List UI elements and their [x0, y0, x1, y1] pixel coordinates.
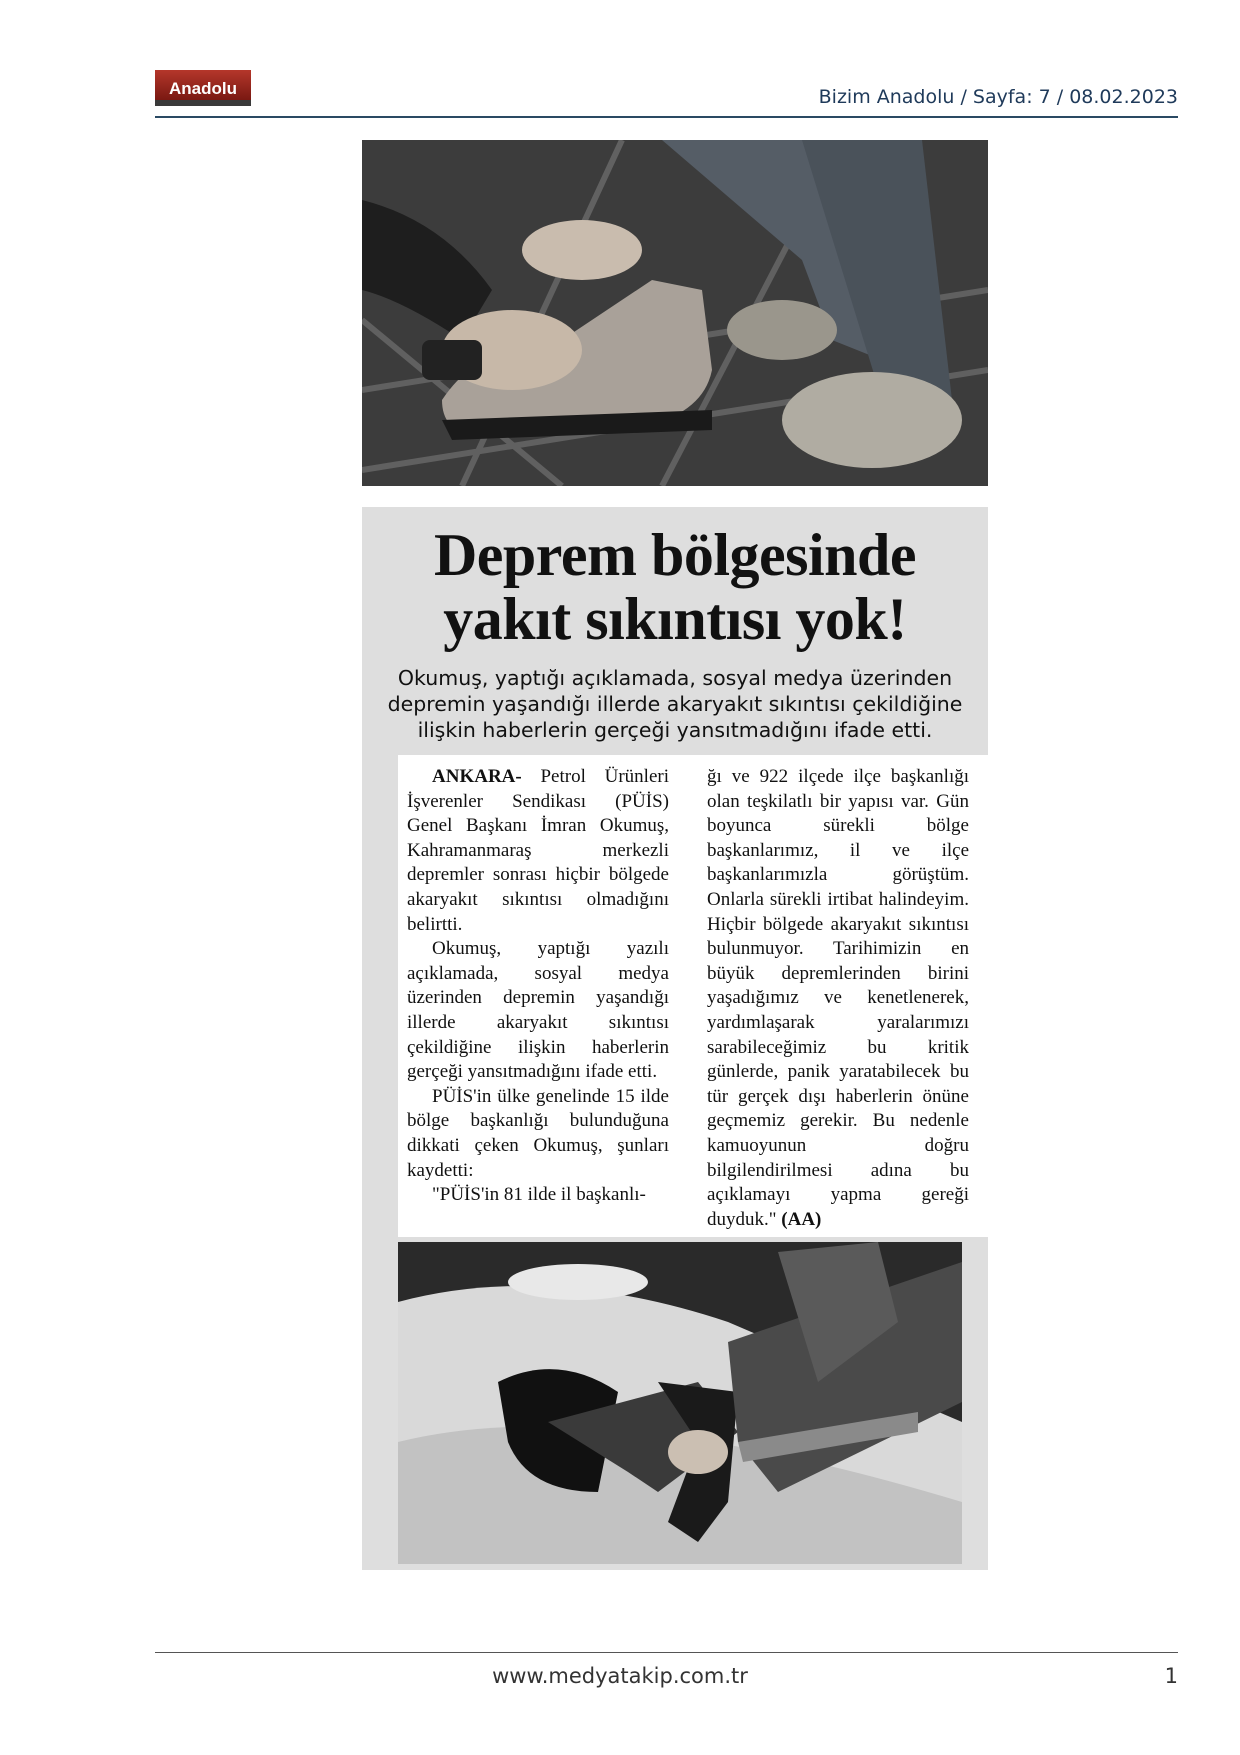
photo-boot	[362, 140, 988, 486]
footer-divider	[155, 1652, 1178, 1653]
paragraph: "PÜİS'in 81 ilde il başkanlı-	[432, 1184, 646, 1206]
photo-fuel-nozzle	[398, 1242, 962, 1564]
publication-meta: Bizim Anadolu / Sayfa: 7 / 08.02.2023	[818, 86, 1178, 108]
article-column-1	[407, 765, 669, 1208]
article-body	[398, 755, 988, 1237]
paragraph	[707, 765, 969, 1232]
paragraph-text: Petrol Ürünleri İşverenler Sendikası (PÜİS) Genel Başkanı İmran Okumuş, Kahramanmaraş merkezli depremler sonrası hiçbir bölgede akaryakıt sıkıntısı olmadığını belirtti.	[407, 766, 669, 935]
headline-line-2: yakıt sıkıntısı yok!	[443, 586, 907, 652]
headline	[362, 523, 988, 651]
paragraph-text: ğı ve 922 ilçede ilçe başkanlığı olan teşkilatlı bir yapısı var. Gün boyunca sürekli bölge başkanlarımız, il ve ilçe başkanlarımızla görüştüm. Onlarla sürekli irtibat halindeyim. Hiçbir bölgede akaryakıt sıkıntısı bulunmuyor. Tarihimizin en büyük depremlerinden birini yaşadığımız ve kenetlenerek, yardımlaşarak yaralarımızı sarabileceğimiz bu kritik günlerde, panik yaratabilecek bu tür gerçek dışı haberlerin önüne geçmemiz gerekir. Bu nedenle kamuoyunun doğru bilgilendirilmesi adına bu açıklamayı yapma gereği duyduk."	[707, 766, 969, 1230]
article-clipping	[362, 507, 988, 1570]
footer-url: www.medyatakip.com.tr	[492, 1664, 748, 1688]
subheadline: Okumuş, yaptığı açıklamada, sosyal medya üzerinden depremin yaşandığı illerde akaryakıt sıkıntısı çekildiğine ilişkin haberlerin gerçeği yansıtmadığını ifade etti.	[387, 666, 963, 742]
page-number: 1	[1164, 1664, 1178, 1688]
paragraph	[407, 765, 669, 937]
header-divider	[155, 116, 1178, 118]
headline-line-1: Deprem bölgesinde	[433, 522, 917, 588]
svg-text:Anadolu: Anadolu	[169, 79, 237, 98]
article-column-2	[707, 765, 969, 1232]
anadolu-logo	[155, 70, 251, 106]
paragraph: Okumuş, yaptığı yazılı açıklamada, sosyal medya üzerinden depremin yaşandığı illerde akaryakıt sıkıntısı çekildiğine ilişkin haberlerin gerçeği yansıtmadığını ifade etti.	[407, 938, 669, 1083]
source-credit: (AA)	[781, 1208, 822, 1230]
paragraph: PÜİS'in ülke genelinde 15 ilde bölge başkanlığı bulunduğuna dikkati çeken Okumuş, şunları kaydetti:	[407, 1085, 669, 1181]
dateline: ANKARA-	[432, 766, 522, 787]
